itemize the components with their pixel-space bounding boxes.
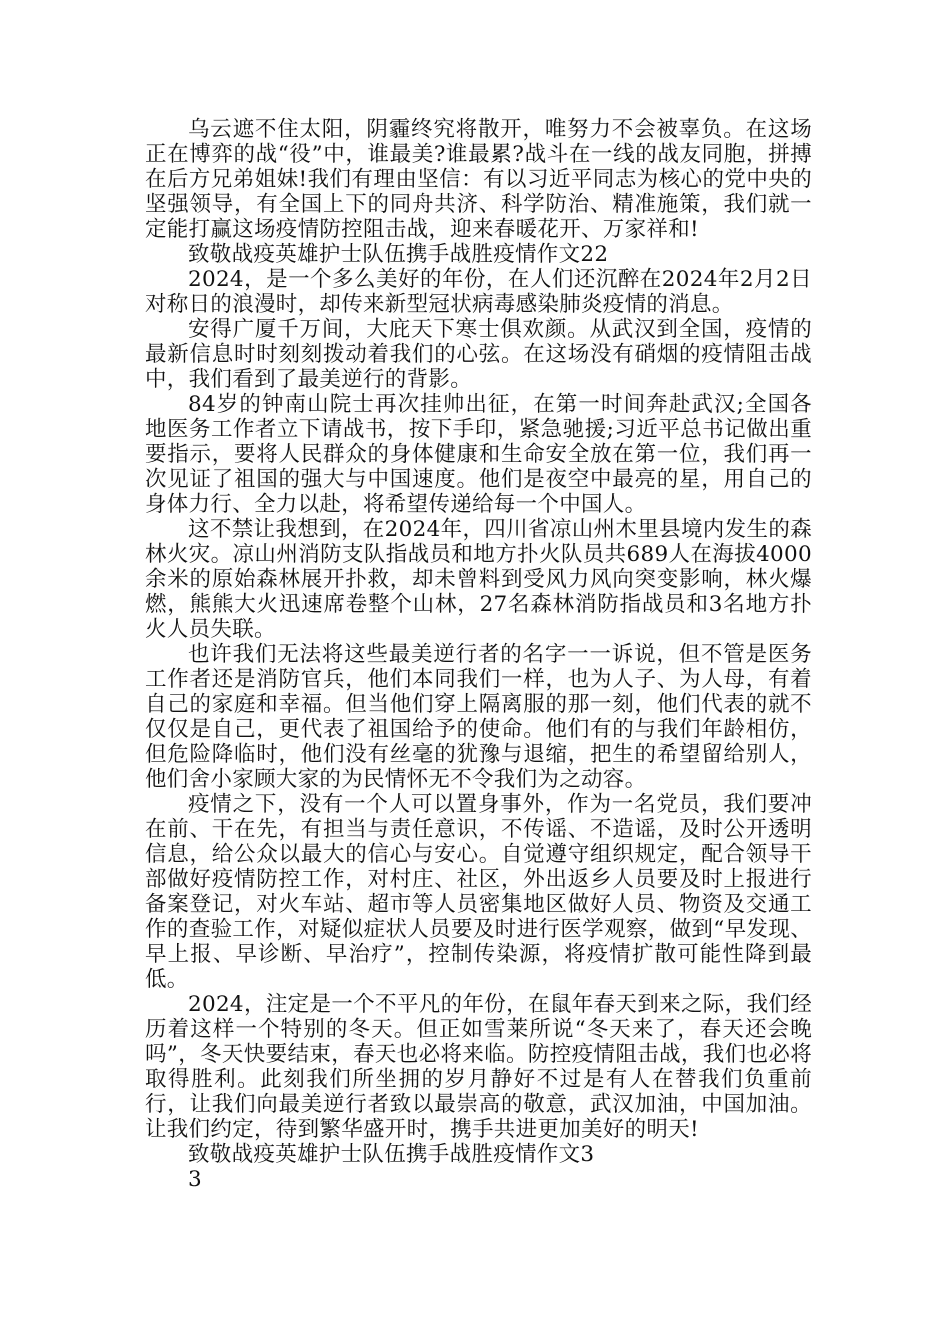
paragraph-heroes: 也许我们无法将这些最美逆行者的名字一一诉说，但不管是医务工作者还是消防官兵，他们本同我们一样，也为人子、为人母，有着自己的家庭和幸福。但当他们穿上隔离服的那一刻，他们代表的就不仅仅是自己，更代表了祖国给予的使命。他们有的与我们年龄相仿，但危险降临时，他们没有丝毫的犹豫与退缩，把生的希望留给别人，他们舍小家顾大家的为民情怀无不令我们为之动容。 [145, 642, 812, 792]
paragraph-forest-fire: 这不禁让我想到，在2024年，四川省凉山州木里县境内发生的森林火灾。凉山州消防支队指战员和地方扑火队员共689人在海拔4000余米的原始森林展开扑救，却未曾料到受风力风向突变影响，林火爆燃，熊熊大火迅速席卷整个山林，27名森林消防指战员和3名地方扑火人员失联。 [145, 517, 812, 642]
paragraph-zhong-nanshan: 84岁的钟南山院士再次挂帅出征，在第一时间奔赴武汉;全国各地医务工作者立下请战书，按下手印，紧急驰援;习近平总书记做出重要指示，要将人民群众的身体健康和生命安全放在第一位，我们再一次见证了祖国的强大与中国速度。他们是夜空中最亮的星，用自己的身体力行、全力以赴，将希望传递给每一个中国人。 [145, 392, 812, 517]
paragraph-party-member: 疫情之下，没有一个人可以置身事外，作为一名党员，我们要冲在前、干在先，有担当与责任意识，不传谣、不造谣，及时公开透明信息，给公众以最大的信心与安心。自觉遵守组织规定，配合领导干部做好疫情防控工作，对村庄、社区，外出返乡人员要及时上报进行备案登记，对火车站、超市等人员密集地区做好人员、物资及交通工作的查验工作，对疑似症状人员要及时进行医学观察，做到“早发现、早上报、早诊断、早治疗”，控制传染源，将疫情扩散可能性降到最低。 [145, 792, 812, 992]
essay-heading-3: 致敬战疫英雄护士队伍携手战胜疫情作文3 [188, 1142, 595, 1167]
paragraph-closing-essay-2: 乌云遮不住太阳，阴霾终究将散开，唯努力不会被辜负。在这场正在博弈的战“役”中，谁最美?谁最累?战斗在一线的战友同胞，拼搏在后方兄弟姐妹!我们有理由坚信：有以习近平同志为核心的党中央的坚强领导，有全国上下的同舟共济、科学防治、精准施策，我们就一定能打赢这场疫情防控阻击战，迎来春暖花开、万家祥和! [145, 117, 812, 242]
paragraph-2024-conclusion: 2024，注定是一个不平凡的年份，在鼠年春天到来之际，我们经历着这样一个特别的冬天。但正如雪莱所说“冬天来了，春天还会晚吗”，冬天快要结束，春天也必将来临。防控疫情阻击战，我们也必将取得胜利。此刻我们所坐拥的岁月静好不过是有人在替我们负重前行，让我们向最美逆行者致以最崇高的敬意，武汉加油，中国加油。让我们约定，待到繁华盛开时，携手共进更加美好的明天! [145, 992, 812, 1142]
paragraph-2024-intro: 2024，是一个多么美好的年份，在人们还沉醉在2024年2月2日对称日的浪漫时，却传来新型冠状病毒感染肺炎疫情的消息。 [145, 267, 812, 317]
essay-heading-22: 致敬战疫英雄护士队伍携手战胜疫情作文22 [188, 242, 609, 267]
page-number: 3 [188, 1167, 202, 1192]
paragraph-wuhan: 安得广厦千万间，大庇天下寒士俱欢颜。从武汉到全国，疫情的最新信息时时刻刻拨动着我们的心弦。在这场没有硝烟的疫情阻击战中，我们看到了最美逆行的背影。 [145, 317, 812, 392]
document-page [145, 117, 812, 1192]
